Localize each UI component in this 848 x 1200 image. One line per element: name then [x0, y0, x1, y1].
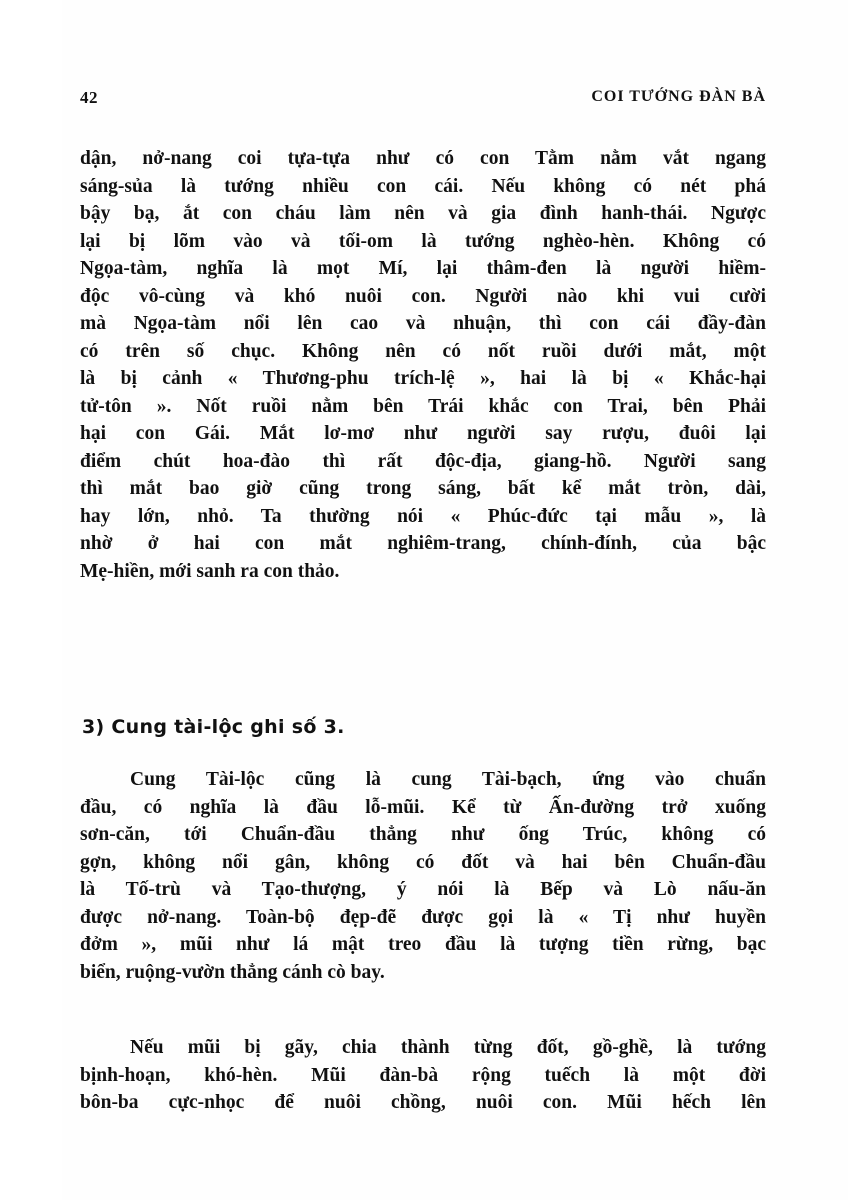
- book-title: COI TƯỚNG ĐÀN BÀ: [591, 88, 766, 105]
- text-line: có trên số chục. Không nên có nốt ruồi dưới mắt, một: [80, 340, 766, 362]
- text-line: gợn, không nổi gân, không có đốt và hai bên Chuẩn-đầu: [80, 851, 766, 873]
- text-line: tử-tôn ». Nốt ruồi nằm bên Trái khắc con Trai, bên Phải: [80, 395, 766, 417]
- text-line: đởm », mũi như lá mật treo đầu là tượng tiền rừng, bạc: [80, 934, 766, 955]
- text-line: dận, nở-nang coi tựa-tựa như có con Tằm nằm vắt ngang: [80, 148, 766, 169]
- text-line: đầu, có nghĩa là đầu lỗ-mũi. Kể từ Ấn-đường trở xuống: [80, 796, 766, 818]
- text-line: là bị cảnh « Thương-phu trích-lệ », hai là bị « Khắc-hại: [80, 368, 766, 389]
- text-line: được nở-nang. Toàn-bộ đẹp-đẽ được gọi là « Tị như huyền: [80, 906, 766, 928]
- text-line: thì mắt bao giờ cũng trong sáng, bất kể mắt tròn, dài,: [80, 478, 766, 499]
- text-line: là Tố-trù và Tạo-thượng, ý nói là Bếp và Lò nấu-ăn: [80, 879, 766, 900]
- text-line: hại con Gái. Mắt lơ-mơ như người say rượu, đuôi lại: [80, 423, 766, 444]
- text-line: nhờ ở hai con mắt nghiêm-trang, chính-đính, của bậc: [80, 533, 766, 554]
- text-line: sơn-căn, tới Chuẩn-đầu thẳng như ống Trúc, không có: [80, 824, 766, 845]
- section-heading: 3) Cung tài-lộc ghi số 3.: [82, 716, 345, 738]
- text-line: bịnh-hoạn, khó-hèn. Mũi đàn-bà rộng tuếch là một đời: [80, 1064, 766, 1086]
- text-line: Nếu mũi bị gãy, chia thành từng đốt, gồ-ghề, là tướng: [130, 1037, 766, 1058]
- text-line: sáng-sủa là tướng nhiều con cái. Nếu không có nét phá: [80, 175, 766, 197]
- text-line: mà Ngọa-tàm nổi lên cao và nhuận, thì con cái đầy-đàn: [80, 313, 766, 334]
- text-line: hay lớn, nhỏ. Ta thường nói « Phúc-đức tại mẫu », là: [80, 505, 766, 527]
- text-line: biển, ruộng-vườn thẳng cánh cò bay.: [80, 961, 385, 983]
- page-number: 42: [80, 88, 98, 107]
- paragraph-2: [80, 766, 766, 986]
- text-line: bậy bạ, ắt con cháu làm nên và gia đình hanh-thái. Ngược: [80, 203, 766, 224]
- text-line: bôn-ba cực-nhọc để nuôi chồng, nuôi con. Mũi hếch lên: [80, 1092, 766, 1113]
- text-line: Cung Tài-lộc cũng là cung Tài-bạch, ứng vào chuẩn: [130, 769, 766, 790]
- text-line: độc vô-cùng và khó nuôi con. Người nào khi vui cười: [80, 285, 766, 307]
- running-header: [80, 88, 766, 112]
- text-line: điểm chút hoa-đào thì rất độc-địa, giang-hồ. Người sang: [80, 450, 766, 472]
- text-line: Ngọa-tàm, nghĩa là mọt Mí, lại thâm-đen là người hiềm-: [80, 258, 766, 279]
- text-line: lại bị lõm vào và tối-om là tướng nghèo-hèn. Không có: [80, 230, 766, 252]
- paragraph-3: [80, 1034, 766, 1117]
- paragraph-1: [80, 145, 766, 585]
- text-line: Mẹ-hiền, mới sanh ra con thảo.: [80, 560, 340, 582]
- page-margin: [0, 0, 62, 1200]
